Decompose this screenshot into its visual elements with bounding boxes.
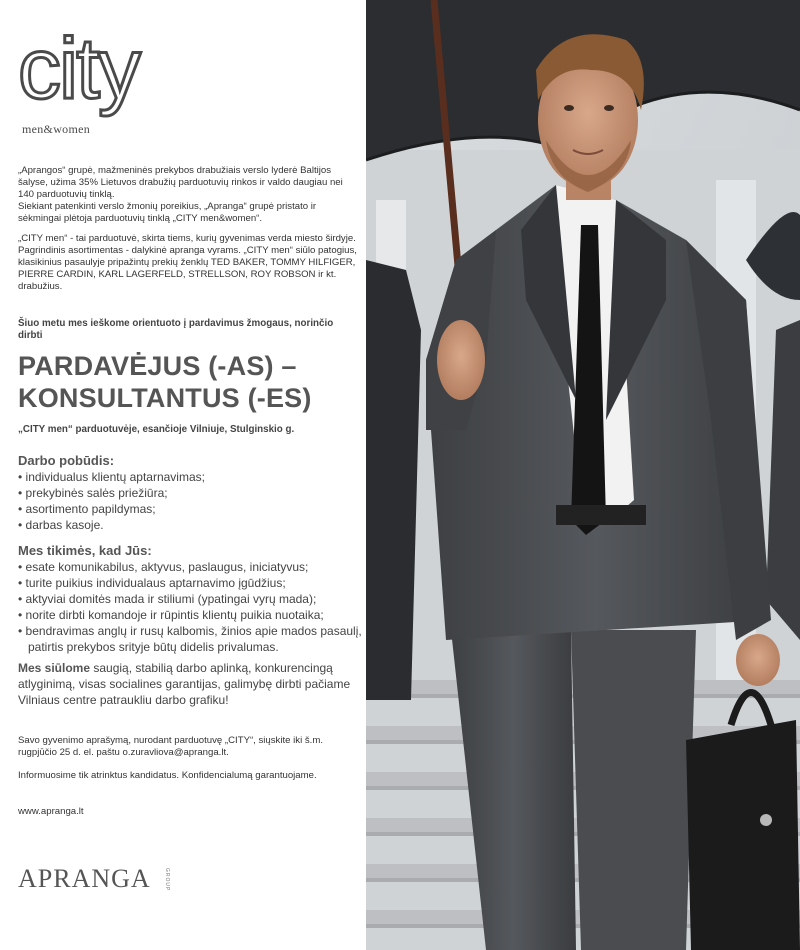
job-nature-section: [18, 453, 363, 533]
city-logo: [18, 21, 168, 136]
notify-text: Informuosime tik atrinktus kandidatus. Konfidencialumą garantuojame.: [18, 770, 317, 781]
list-item: • asortimento papildymas;: [18, 501, 363, 517]
job-title-line-1: PARDAVĖJUS (-AS) –: [18, 351, 297, 381]
seeking-text: Šiuo metu mes ieškome orientuoto į pardavimus žmogaus, norinčio dirbti: [18, 318, 334, 341]
list-item: • aktyviai domitės mada ir stiliumi (ypatingai vyrų mada);: [18, 591, 363, 607]
logo-subtitle: men&women: [22, 122, 91, 136]
list-item: • turite puikius individualaus aptarnavimo įgūdžius;: [18, 575, 363, 591]
apranga-logo: APRANGA: [18, 864, 151, 893]
list-item: • individualus klientų aptarnavimas;: [18, 469, 363, 485]
job-title-line-2: KONSULTANTUS (-ES): [18, 383, 312, 413]
offer-text: [18, 660, 363, 708]
list-item: • bendravimas anglų ir rusų kalbomis, žinios apie mados pasaulį, patirtis prekybos srityje būtų didelis privalumas.: [18, 623, 363, 655]
intro-text: [18, 165, 360, 301]
requirements-section: [18, 543, 363, 655]
apply-instructions: Savo gyvenimo aprašymą, nurodant parduotuvę „CITY“, siųskite iki š.m. rugpjūčio 25 d. el. paštu o.zuravliova@apranga.lt.: [18, 735, 323, 758]
job-nature-title: Darbo pobūdis:: [18, 453, 115, 468]
apranga-logo-group: GROUP: [164, 868, 170, 892]
list-item: • darbas kasoje.: [18, 517, 363, 533]
logo-word: city: [18, 21, 139, 117]
photo-illustration: [366, 0, 800, 950]
offer-lead: Mes siūlome: [18, 661, 91, 675]
job-title: [18, 350, 363, 414]
website-link[interactable]: www.apranga.lt: [18, 806, 84, 817]
list-item: • esate komunikabilus, aktyvus, paslaugus, iniciatyvus;: [18, 559, 363, 575]
requirements-title: Mes tikimės, kad Jūs:: [18, 543, 152, 558]
list-item: • prekybinės salės priežiūra;: [18, 485, 363, 501]
list-item: • norite dirbti komandoje ir rūpintis klientų puikia nuotaika;: [18, 607, 363, 623]
job-nature-list: [18, 469, 363, 533]
job-location: „CITY men“ parduotuvėje, esančioje Vilniuje, Stulginskio g.: [18, 424, 295, 435]
intro-paragraph-1: „Aprangos“ grupė, mažmeninės prekybos drabužiais verslo lyderė Baltijos šalyse, užima 35% Lietuvos drabužių parduotuvių rinkos ir valdo daugiau nei 140 parduotuvių tinklą. Siekiant patenkinti verslo žmonių poreikius, „Apranga“ grupė pristato ir sėkmingai plėtoja parduotuvių tinklą „CITY men&women“.: [18, 165, 343, 224]
text-panel: [0, 0, 366, 950]
businessman-photo: [366, 0, 800, 950]
intro-paragraph-2: „CITY men“ - tai parduotuvė, skirta tiems, kurių gyvenimas verda miesto širdyje. Pagrindinis asortimentas - dalykinė apranga vyrams. „CITY men“ siūlo patogius, klasikinius pasaulyje pripažintų prekių ženklų TED BAKER, TOMMY HILFIGER, PIERRE CARDIN, KARL LAGERFELD, STRELLSON, ROY ROBSON ir kt. drabužius.: [18, 233, 357, 292]
requirements-list: [18, 559, 363, 655]
offer-body: saugią, stabilią darbo aplinką, konkurencingą atlyginimą, visas socialines garantijas, galimybę dirbti pačiame Vilniaus centre patraukliu darbo grafiku!: [18, 661, 351, 707]
